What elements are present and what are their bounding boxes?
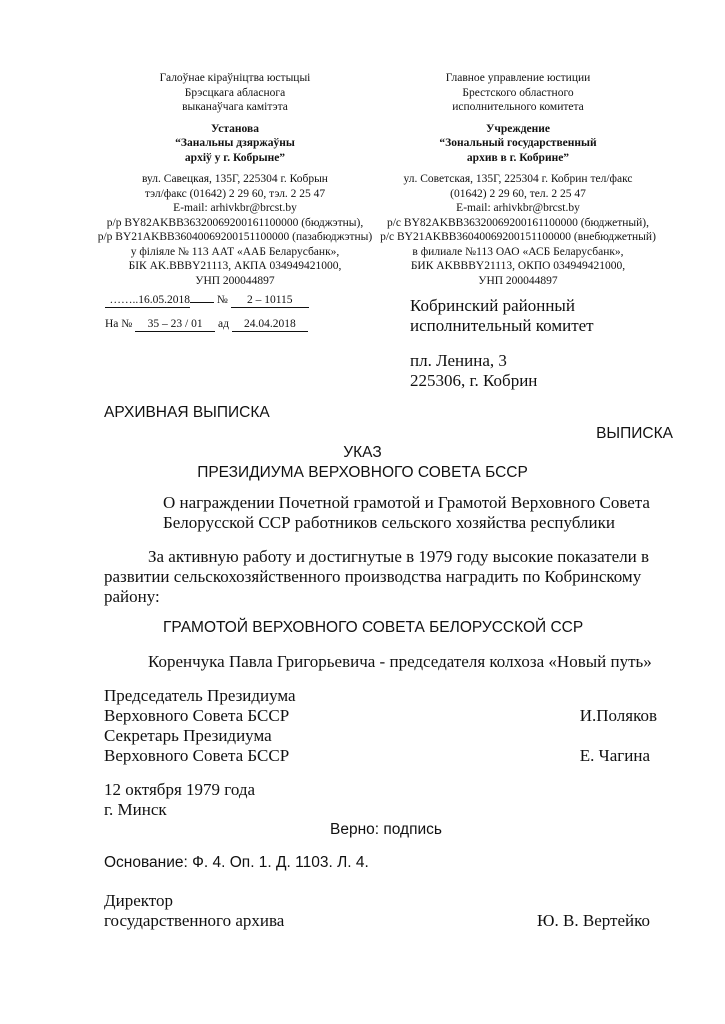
- decree-text-line-3: району:: [104, 587, 160, 606]
- decree-issuer: ПРЕЗИДИУМА ВЕРХОВНОГО СОВЕТА БССР: [197, 464, 528, 481]
- header-right-name-line: “Зональный государственный: [439, 137, 597, 149]
- header-right-org-line: Главное управление юстиции: [445, 72, 591, 84]
- director-title-line-1: Директор: [104, 891, 173, 910]
- signature-2-name: Е. Чагина: [579, 746, 650, 765]
- header-left-name-line: архіў у г. Кобрыне”: [184, 151, 286, 164]
- header-right-name-line: архив в г. Кобрине”: [466, 151, 570, 164]
- outgoing-number: 2 – 10115: [231, 294, 309, 308]
- header-left-detail-line: р/р BY21AKBB36040069200151100000 (пазабюджэтны): [97, 231, 373, 243]
- archival-extract-title: АРХИВНАЯ ВЫПИСКА: [104, 404, 270, 421]
- header-right-institution: [368, 122, 668, 166]
- incoming-number: 35 – 23 / 01: [135, 318, 215, 332]
- header-left-detail-line: тэл/факс (01642) 2 29 60, тэл. 2 25 47: [144, 187, 326, 200]
- director-name: Ю. В. Вертейко: [537, 911, 650, 930]
- signature-2-title-line-2: Верховного Совета БССР: [104, 746, 290, 765]
- award-name: ГРАМОТОЙ ВЕРХОВНОГО СОВЕТА БЕЛОРУССКОЙ ССР: [163, 619, 584, 636]
- header-left-name-line: Установа: [211, 122, 259, 135]
- header-left: [85, 71, 385, 288]
- awardee: Коренчука Павла Григорьевича - председателя колхоза «Новый путь»: [148, 652, 652, 671]
- recipient-address-line: 225306, г. Кобрин: [410, 371, 538, 390]
- incoming-number-label: На №: [105, 318, 133, 330]
- archival-basis: Основание: Ф. 4. Оп. 1. Д. 1103. Л. 4.: [104, 854, 369, 871]
- signature-1-title-line-1: Председатель Президиума: [104, 686, 296, 705]
- header-left-detail-line: вул. Савецкая, 135Г, 225304 г. Кобрын: [142, 173, 328, 185]
- header-left-org-line: выканаўчага камітэта: [182, 101, 288, 113]
- header-left-org-line: Брэсцкага абласнога: [184, 86, 286, 99]
- header-right-org-line: Брестского областного: [462, 86, 574, 99]
- header-left-detail-line: р/р BY82AKBB36320069200161100000 (бюджэтны),: [106, 216, 364, 229]
- header-left-detail-line: у філіяле № 113 ААТ «ААБ Беларусбанк»,: [130, 245, 340, 258]
- header-left-institution: [85, 122, 385, 166]
- header-right-detail-line: ул. Советская, 135Г, 225304 г. Кобрин тел/факс: [403, 173, 633, 185]
- recipient: [410, 296, 594, 391]
- decree-subject-line-2: Белорусской ССР работников сельского хозяйства республики: [163, 513, 615, 532]
- incoming-from-label: ад: [218, 318, 229, 330]
- outgoing-date-field: [105, 294, 190, 308]
- header-right-detail-line: р/с BY82AKBB36320069200161100000 (бюджетный),: [386, 216, 649, 229]
- header-right-name-line: Учреждение: [485, 122, 551, 135]
- header-right-org: [368, 71, 668, 115]
- header-right-detail-line: в филиале №113 ОАО «АСБ Беларусбанк»,: [412, 245, 624, 258]
- signature-1-title-line-2: Верховного Совета БССР: [104, 706, 290, 725]
- header-right-detail-line: E-mail: arhivkbr@brcst.by: [456, 202, 580, 214]
- incoming-date: 24.04.2018: [232, 318, 308, 332]
- header-right-detail-line: р/с BY21AKBB36040069200151100000 (внебюджетный): [380, 231, 656, 243]
- decree-place: г. Минск: [104, 800, 167, 819]
- extract-label: ВЫПИСКА: [596, 425, 673, 442]
- decree-text-line-1: За активную работу и достигнутые в 1979 году высокие показатели в: [148, 547, 650, 566]
- certified-copy-note: Верно: подпись: [330, 821, 442, 838]
- header-right-detail-line: (01642) 2 29 60, тел. 2 25 47: [450, 187, 586, 200]
- outgoing-number-label: №: [216, 294, 228, 306]
- decree-title: УКАЗ: [343, 444, 382, 461]
- recipient-line: Кобринский районный: [410, 296, 575, 315]
- header-left-detail-line: УНП 200044897: [195, 274, 275, 287]
- recipient-address-line: пл. Ленина, 3: [410, 351, 507, 370]
- decree-subject-line-1: О награждении Почетной грамотой и Грамотой Верховного Совета: [163, 493, 650, 512]
- decree-date: 12 октября 1979 года: [104, 780, 256, 799]
- signature-2-title-line-1: Секретарь Президиума: [104, 726, 272, 745]
- header-left-name-line: “Занальны дзяржаўны: [175, 137, 295, 149]
- outgoing-date: 16.05.2018: [138, 294, 190, 306]
- director-title-line-2: государственного архива: [104, 911, 285, 930]
- header-right: [368, 71, 668, 288]
- incoming-reference: [105, 318, 308, 332]
- header-right-details: [368, 172, 668, 288]
- header-left-details: [85, 172, 385, 288]
- header-right-org-line: исполнительного комитета: [452, 101, 584, 113]
- header-left-org-line: Галоўнае кіраўніцтва юстыцыі: [159, 72, 311, 84]
- header-left-org: [85, 71, 385, 115]
- header-right-detail-line: БИК AKBBBY21113, ОКПО 034949421000,: [410, 260, 626, 272]
- recipient-line: исполнительный комитет: [410, 316, 594, 335]
- outgoing-date-prefix: ……..: [109, 294, 139, 306]
- signature-1-name: И.Поляков: [579, 706, 657, 725]
- header-left-detail-line: БІК AK.BBBY21113, АКПА 034949421000,: [128, 260, 342, 272]
- header-left-detail-line: E-mail: arhivkbr@brcst.by: [173, 202, 297, 214]
- header-right-detail-line: УНП 200044897: [478, 274, 558, 287]
- outgoing-reference: [105, 294, 309, 308]
- decree-text-line-2: развитии сельскохозяйственного производства наградить по Кобринскому: [104, 567, 642, 586]
